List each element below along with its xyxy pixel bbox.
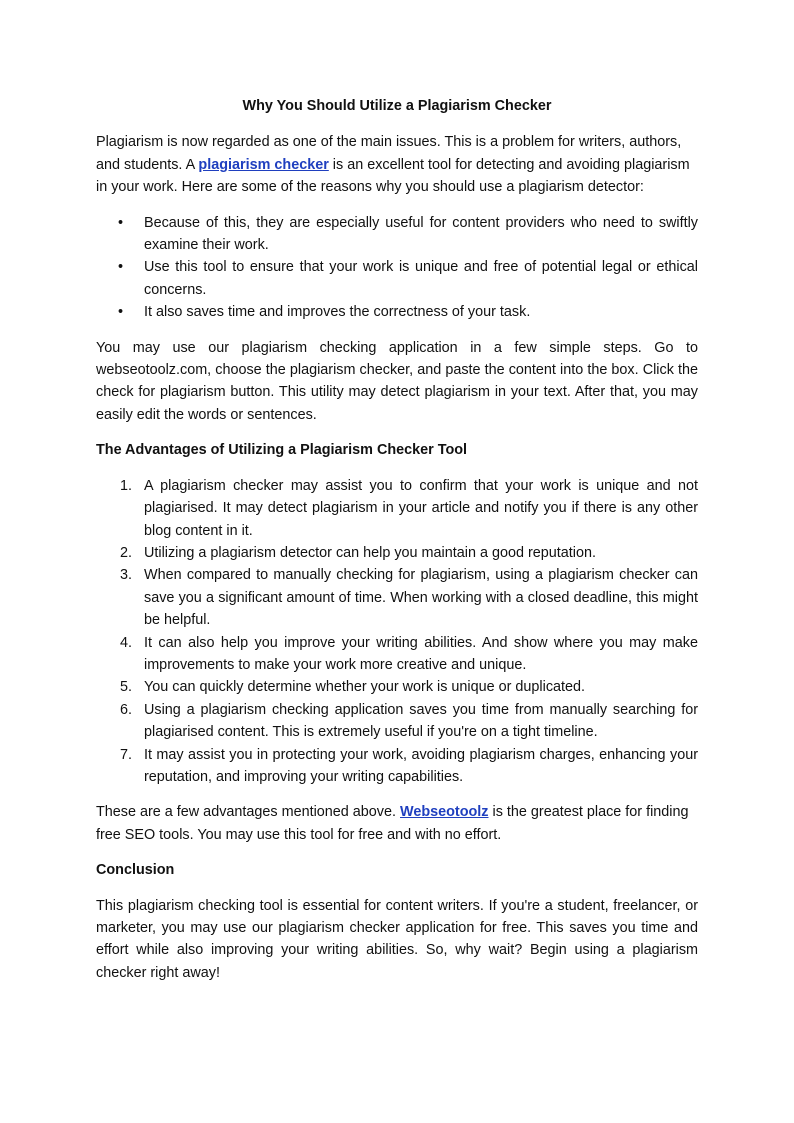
list-item-text: You can quickly determine whether your work is unique or duplicated. — [144, 679, 586, 696]
list-item — [96, 475, 698, 542]
list-item-text: It can also help you improve your writing abilities. And show where you may make improvements to make your work more creative and unique. — [144, 634, 698, 673]
intro-text-after: is an excellent tool for detecting and avoiding plagiarism in your work. Here are some of the reasons why you should use a plagiarism detector: — [96, 156, 690, 196]
list-item-text: When compared to manually checking for plagiarism, using a plagiarism checker can save you a significant amount of time. When working with a closed deadline, this might be helpful. — [144, 567, 698, 629]
bullet-icon: • — [118, 214, 124, 231]
summary-paragraph — [96, 801, 698, 846]
document-title: Why You Should Utilize a Plagiarism Checker — [242, 98, 552, 114]
list-number: 2. — [120, 544, 133, 561]
webseotoolz-link[interactable]: Webseotoolz — [400, 804, 489, 821]
advantages-list — [96, 475, 698, 789]
list-number: 4. — [120, 634, 133, 651]
plagiarism-checker-link[interactable]: plagiarism checker — [198, 156, 329, 173]
list-item — [96, 676, 698, 698]
summary-text-after: is the greatest place for finding free SEO tools. You may use this tool for free and with no effort. — [96, 804, 689, 843]
document-page — [96, 95, 698, 997]
conclusion-paragraph: This plagiarism checking tool is essential for content writers. If you're a student, freelancer, or marketer, you may use our plagiarism checker application for free. This saves you time and effort while also improving your writing abilities. So, why wait? Begin using a plagiarism checker right away! — [96, 897, 698, 981]
list-item-text: It may assist you in protecting your work, avoiding plagiarism charges, enhancing your reputation, and improving your writing capabilities. — [144, 746, 698, 785]
bullet-icon: • — [118, 259, 124, 276]
list-number: 7. — [120, 746, 133, 763]
list-item — [96, 542, 698, 564]
bullet-icon: • — [118, 304, 124, 321]
list-item — [96, 256, 698, 301]
intro-text-before: Plagiarism is now regarded as one of the main issues. This is a problem for writers, authors, and students. A — [96, 134, 682, 173]
advantages-heading: The Advantages of Utilizing a Plagiarism Checker Tool — [96, 442, 468, 459]
list-number: 5. — [120, 679, 133, 696]
list-item-text: Utilizing a plagiarism detector can help you maintain a good reputation. — [144, 544, 596, 561]
list-number: 3. — [120, 567, 133, 584]
list-item-text: It also saves time and improves the correctness of your task. — [144, 304, 531, 321]
list-item-text: Because of this, they are especially useful for content providers who need to swiftly examine their work. — [144, 214, 698, 254]
list-item — [96, 632, 698, 677]
list-item — [96, 744, 698, 789]
list-item-text: Use this tool to ensure that your work is unique and free of potential legal or ethical concerns. — [144, 259, 698, 298]
list-number: 1. — [120, 477, 133, 494]
list-item — [96, 564, 698, 631]
list-item — [96, 699, 698, 744]
summary-text-before: These are a few advantages mentioned above. — [96, 804, 401, 821]
reasons-list — [96, 212, 698, 324]
conclusion-heading: Conclusion — [96, 862, 175, 879]
list-number: 6. — [120, 701, 133, 718]
intro-paragraph — [96, 131, 698, 198]
list-item-text: Using a plagiarism checking application saves you time from manually searching for plagiarised content. This is extremely useful if you're on a tight timeline. — [144, 701, 698, 741]
list-item — [96, 212, 698, 257]
list-item-text: A plagiarism checker may assist you to confirm that your work is unique and not plagiarised. It may detect plagiarism in your article and notify you if there is any other blog content in it. — [144, 477, 698, 539]
steps-paragraph: You may use our plagiarism checking application in a few simple steps. Go to webseotoolz.com, choose the plagiarism checker, and paste the content into the box. Click the check for plagiarism button. This utility may detect plagiarism in your text. After that, you may easily edit the words or sentences. — [96, 339, 698, 423]
list-item — [96, 301, 698, 323]
